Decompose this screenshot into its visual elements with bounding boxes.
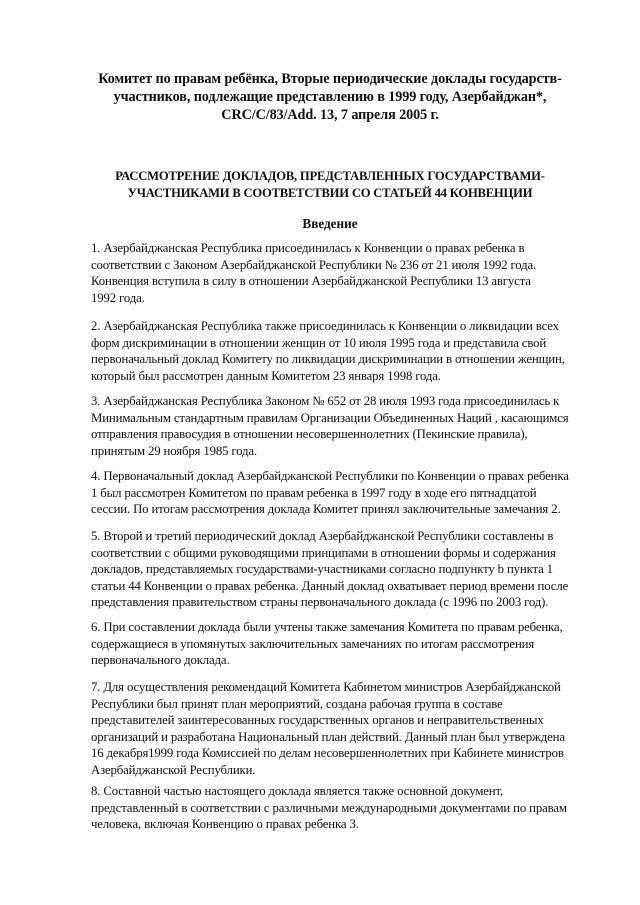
section-heading <box>100 168 560 202</box>
document-title <box>92 70 568 124</box>
paragraph-line: организаций и разработана Национальный план действий. Данный план был утверждена <box>91 729 565 744</box>
paragraph-line: 4. Первоначальный доклад Азербайджанской Республики по Конвенции о правах ребенка <box>91 469 569 483</box>
paragraph-line: 7. Для осуществления рекомендаций Комитета Кабинетом министров Азербайджанской <box>91 680 561 694</box>
paragraph-line: Азербайджанской Республики. <box>91 762 256 777</box>
paragraph-line: 2. Азербайджанская Республика также присоединилась к Конвенции о ликвидации всех <box>91 319 559 333</box>
intro-heading: Введение <box>302 216 358 231</box>
paragraph-7 <box>91 679 601 779</box>
paragraph-line: 8. Составной частью настоящего доклада является также основной документ, <box>91 784 504 798</box>
title-line: CRC/C/83/Add. 13, 7 апреля 2005 г. <box>221 107 439 123</box>
paragraph-line: соответствии с общими руководящими принципами в отношении формы и содержания <box>91 545 556 560</box>
paragraph-line: 1. Азербайджанская Республика присоединилась к Конвенции о правах ребенка в <box>91 241 525 255</box>
paragraph-line: сессии. По итогам рассмотрения доклада Комитет принял заключительные замечания 2. <box>91 502 561 517</box>
paragraph-4 <box>91 468 601 518</box>
title-line: Комитет по правам ребёнка, Вторые периодические доклады государств- <box>98 71 562 87</box>
paragraph-line: отправления правосудия в отношении несовершеннолетних (Пекинские правила), <box>91 427 528 442</box>
paragraph-line: представленный в соответствии с различными международными документами по правам <box>91 800 567 815</box>
paragraph-line: содержащиеся в упомянутых заключительных замечаниях по итогам рассмотрения <box>91 636 535 651</box>
paragraph-line: 1 был рассмотрен Комитетом по правам ребенка в 1997 году в ходе его пятнадцатой <box>91 485 537 500</box>
title-line: участников, подлежащие представлению в 1999 году, Азербайджан*, <box>113 89 547 105</box>
paragraph-line: 6. При составлении доклада были учтены также замечания Комитета по правам ребенка, <box>91 620 563 634</box>
section-heading-line: РАССМОТРЕНИЕ ДОКЛАДОВ, ПРЕДСТАВЛЕННЫХ ГОСУДАРСТВАМИ- <box>115 169 545 183</box>
paragraph-8 <box>91 783 601 833</box>
paragraph-line: Республики был принят план мероприятий, создана рабочая группа в составе <box>91 696 503 711</box>
section-heading-line: УЧАСТНИКАМИ В СООТВЕТСТВИИ СО СТАТЬЕЙ 44 КОНВЕНЦИИ <box>127 186 533 200</box>
paragraph-5 <box>91 528 601 611</box>
paragraph-line: представления правительством страны первоначального доклада (с 1996 по 2003 год). <box>91 595 549 610</box>
paragraph-line: форм дискриминации в отношении женщин от 10 июля 1995 года и представила свой <box>91 335 547 350</box>
paragraph-line: представителей заинтересованных государственных органов и неправительственных <box>91 713 544 728</box>
paragraph-line: 3. Азербайджанская Республика Законом № 652 от 28 июля 1993 года присоединилась к <box>91 394 560 408</box>
paragraph-line: принятым 29 ноября 1985 года. <box>91 443 257 458</box>
paragraph-1 <box>91 240 601 306</box>
paragraph-line: 5. Второй и третий периодический доклад Азербайджанской Республики составлены в <box>91 529 554 543</box>
paragraph-line: первоначального доклада. <box>91 653 230 668</box>
paragraph-line: который был рассмотрен данным Комитетом 23 января 1998 года. <box>91 368 441 383</box>
paragraph-2 <box>91 318 601 384</box>
paragraph-line: статьи 44 Конвенции о правах ребенка. Данный доклад охватывает период времени после <box>91 578 569 593</box>
paragraph-line: докладов, представляемых государствами-участниками согласно подпункту b пункта 1 <box>91 562 553 577</box>
paragraph-3 <box>91 393 601 459</box>
paragraph-line: Конвенция вступила в силу в отношении Азербайджанской Республики 13 августа <box>91 274 531 289</box>
paragraph-line: соответствии с Законом Азербайджанской Республики № 236 от 21 июля 1992 года. <box>91 257 537 272</box>
paragraph-line: 1992 года. <box>91 290 145 305</box>
paragraph-line: Минимальным стандартным правилам Организации Объединенных Наций , касающимся <box>91 410 569 425</box>
paragraph-line: первоначальный доклад Комитету по ликвидации дискриминации в отношении женщин, <box>91 352 565 367</box>
paragraph-line: 16 декабря1999 года Комиссией по делам несовершеннолетних при Кабинете министров <box>91 746 564 761</box>
paragraph-6 <box>91 619 601 669</box>
paragraph-line: человека, включая Конвенцию о правах ребенка 3. <box>91 817 359 832</box>
